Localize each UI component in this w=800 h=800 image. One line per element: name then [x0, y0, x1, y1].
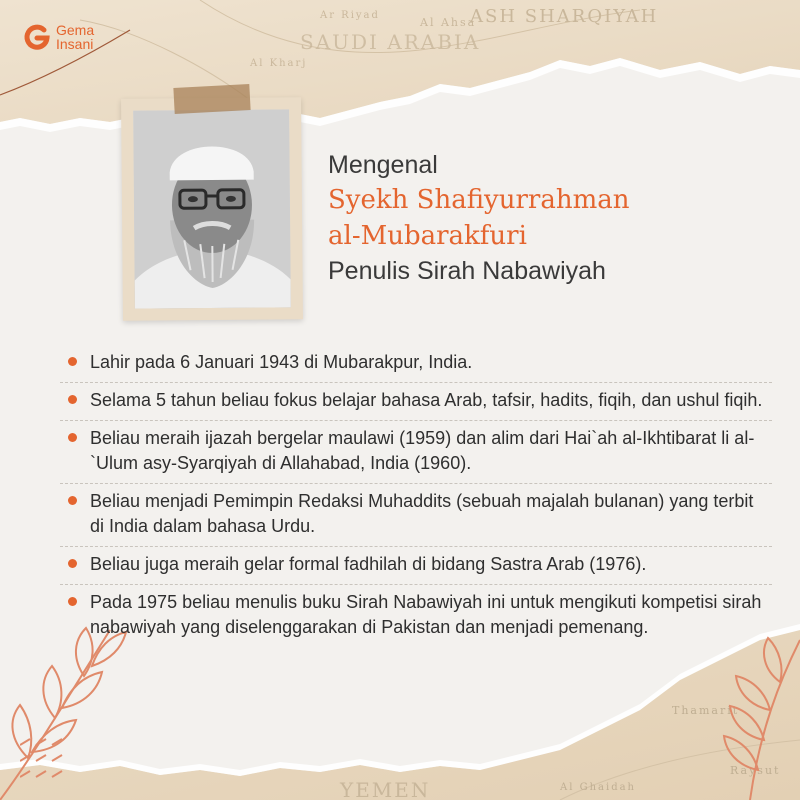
- photo-frame: [121, 97, 303, 321]
- map-label-ghaidah: Al Ghaidah: [560, 782, 636, 793]
- bullet-dot: [68, 496, 77, 505]
- logo-g-icon: [22, 22, 52, 52]
- fact-item: [60, 484, 772, 547]
- map-label-kharj: Al Kharj: [250, 58, 308, 69]
- facts-list: [60, 345, 772, 647]
- title-name-line1: Syekh Shafiyurrahman: [328, 185, 630, 215]
- portrait-photo: [133, 109, 291, 308]
- map-label-sharqiyah: ASH SHARQIYAH: [470, 6, 659, 27]
- map-label-riyad: Ar Riyad: [320, 10, 380, 21]
- fact-text: Lahir pada 6 Januari 1943 di Mubarakpur, India.: [90, 352, 473, 372]
- logo-text-line1: Gema: [56, 22, 95, 38]
- bullet-dot: [68, 395, 77, 404]
- fact-text: Selama 5 tahun beliau fokus belajar bahasa Arab, tafsir, hadits, fiqih, dan ushul fiqih.: [90, 390, 763, 410]
- map-label-thamarit: Thamarit: [672, 704, 740, 717]
- fact-text: Beliau juga meraih gelar formal fadhilah di bidang Sastra Arab (1976).: [90, 554, 647, 574]
- dash-pattern-decoration: [20, 735, 90, 785]
- portrait-illustration: [133, 109, 291, 308]
- map-label-saudi: SAUDI ARABIA: [300, 30, 481, 54]
- bullet-dot: [68, 597, 77, 606]
- fact-text: Beliau meraih ijazah bergelar maulawi (1959) dan alim dari Hai`ah al-Ikhtibarat li al-`Ulum asy-Syarqiyah di Allahabad, India (1960).: [90, 428, 755, 473]
- gema-insani-logo: [22, 22, 94, 52]
- map-label-raysut: Raysut: [730, 764, 781, 777]
- logo-text: [56, 23, 94, 51]
- title-name-line2: al-Mubarakfuri: [328, 221, 527, 251]
- fact-item: [60, 383, 772, 421]
- photo-tape: [173, 84, 250, 114]
- map-background-top: [0, 0, 800, 150]
- title-intro: Mengenal: [328, 151, 438, 179]
- logo-text-line2: Insani: [56, 36, 94, 52]
- fact-text: Beliau menjadi Pemimpin Redaksi Muhaddits (sebuah majalah bulanan) yang terbit di India dalam bahasa Urdu.: [90, 491, 754, 536]
- map-label-ahsa: Al Ahsa: [420, 16, 477, 29]
- bullet-dot: [68, 433, 77, 442]
- fact-item: [60, 585, 772, 647]
- fact-item: [60, 345, 772, 383]
- map-label-yemen: YEMEN: [340, 778, 431, 800]
- fact-item: [60, 421, 772, 484]
- leaf-branch-right-decoration: [680, 630, 800, 800]
- fact-text: Pada 1975 beliau menulis buku Sirah Nabawiyah ini untuk mengikuti kompetisi sirah nabawiyah yang diselenggarakan di Pakistan dan menjadi pemenang.: [90, 592, 762, 637]
- bullet-dot: [68, 559, 77, 568]
- title-block: [328, 148, 768, 288]
- title-subtitle: Penulis Sirah Nabawiyah: [328, 257, 606, 285]
- fact-item: [60, 547, 772, 585]
- bullet-dot: [68, 357, 77, 366]
